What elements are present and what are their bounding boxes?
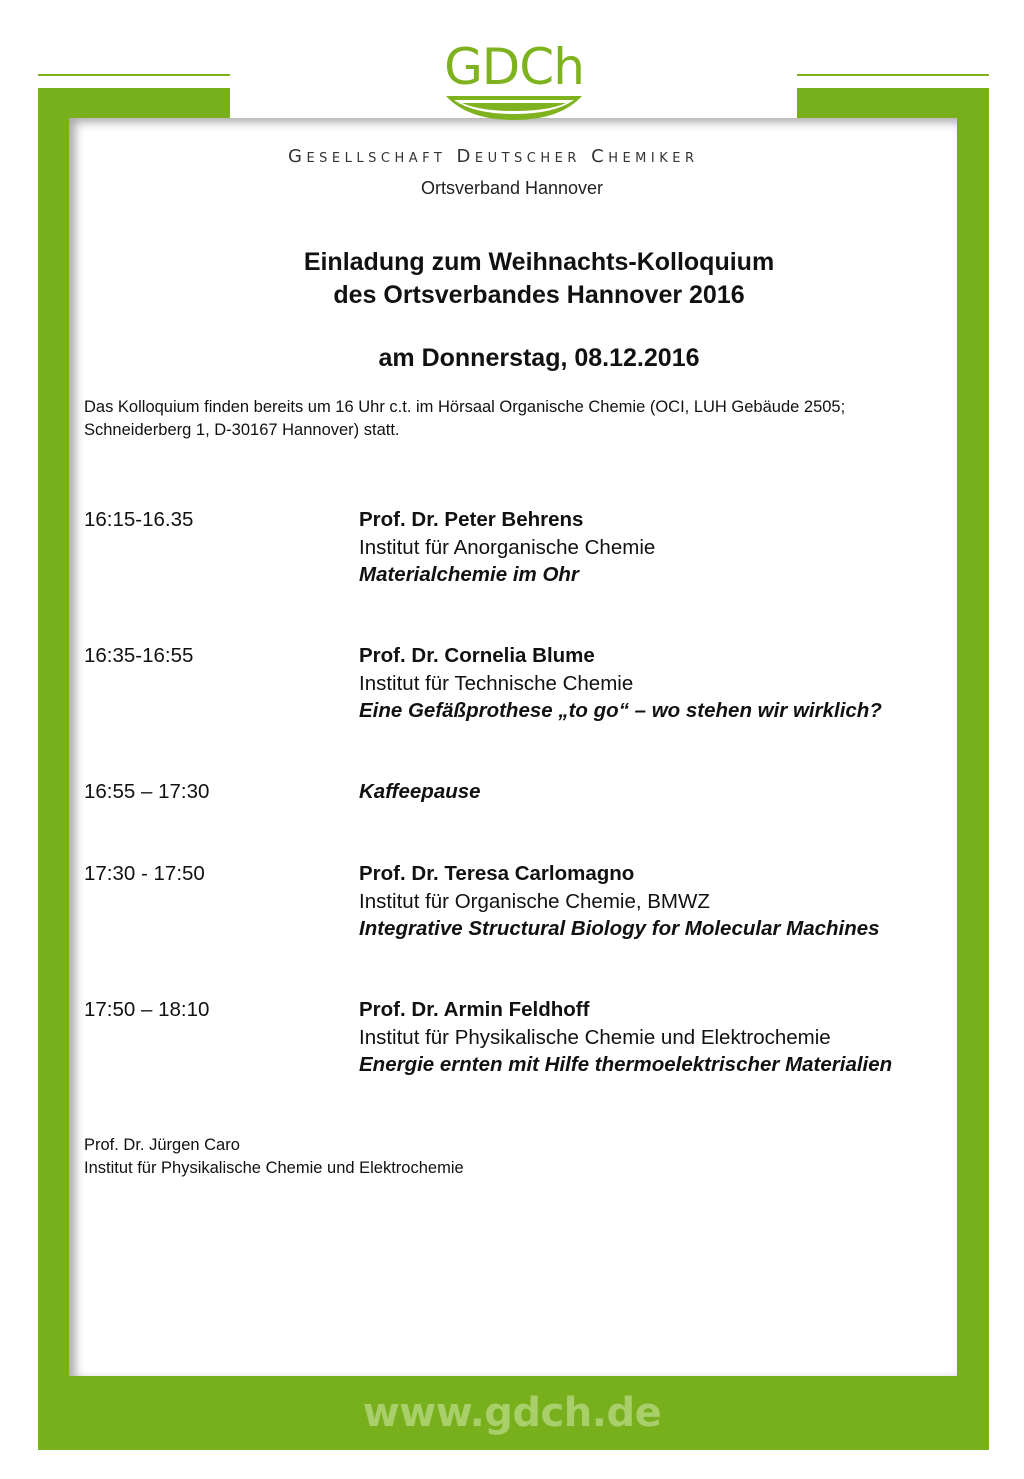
slot-time: 17:30 - 17:50 <box>84 862 205 885</box>
top-rule-left <box>38 74 230 76</box>
slot-time: 17:50 – 18:10 <box>84 998 210 1021</box>
gdch-logo <box>440 36 588 120</box>
speaker-institute: Institut für Anorganische Chemie <box>359 535 656 559</box>
speaker-institute: Institut für Technische Chemie <box>359 671 634 695</box>
society-name: Gesellschaft Deutscher Chemiker <box>288 146 699 167</box>
talk-title: Integrative Structural Biology for Molecular Machines <box>359 917 880 940</box>
title-line-1: Einladung zum Weihnachts-Kolloquium <box>303 248 775 276</box>
organizer-institute: Institut für Physikalische Chemie und Elektrochemie <box>84 1159 464 1177</box>
slot-time: 16:55 – 17:30 <box>84 780 210 803</box>
slot-details <box>359 778 481 806</box>
logo-text: GDCh <box>444 38 584 96</box>
speaker-institute: Institut für Organische Chemie, BMWZ <box>359 889 710 913</box>
website-link[interactable]: www.gdch.de <box>362 1390 662 1436</box>
talk-title: Energie ernten mit Hilfe thermoelektrischer Materialien <box>359 1053 893 1076</box>
speaker-name: Prof. Dr. Peter Behrens <box>359 508 584 531</box>
event-date: am Donnerstag, 08.12.2016 <box>378 344 700 372</box>
intro-paragraph <box>84 396 964 442</box>
organizer-name: Prof. Dr. Jürgen Caro <box>84 1136 240 1154</box>
break-label: Kaffeepause <box>359 780 481 803</box>
slot-details <box>359 860 880 943</box>
top-rule-right <box>797 74 989 76</box>
slot-details <box>359 996 892 1079</box>
talk-title: Materialchemie im Ohr <box>359 563 579 586</box>
slot-time: 16:15-16.35 <box>84 508 194 531</box>
intro-line-1: Das Kolloquium finden bereits um 16 Uhr c.t. im Hörsaal Organische Chemie (OCI, LUH Gebäude 2505; <box>84 398 846 416</box>
slot-time: 16:35-16:55 <box>84 644 194 667</box>
organizer-signature <box>84 1134 464 1180</box>
intro-line-2: Schneiderberg 1, D-30167 Hannover) statt. <box>84 421 400 439</box>
speaker-name: Prof. Dr. Cornelia Blume <box>359 644 595 667</box>
speaker-institute: Institut für Physikalische Chemie und Elektrochemie <box>359 1025 831 1049</box>
title-line-2: des Ortsverbandes Hannover 2016 <box>333 281 745 309</box>
speaker-name: Prof. Dr. Armin Feldhoff <box>359 998 590 1021</box>
branch-name: Ortsverband Hannover <box>420 178 604 198</box>
slot-details <box>359 642 882 725</box>
talk-title: Eine Gefäßprothese „to go“ – wo stehen wir wirklich? <box>359 699 882 722</box>
frame-left <box>38 88 69 1450</box>
speaker-name: Prof. Dr. Teresa Carlomagno <box>359 862 635 885</box>
slot-details <box>359 506 655 589</box>
logo-flask-arc <box>440 94 588 122</box>
